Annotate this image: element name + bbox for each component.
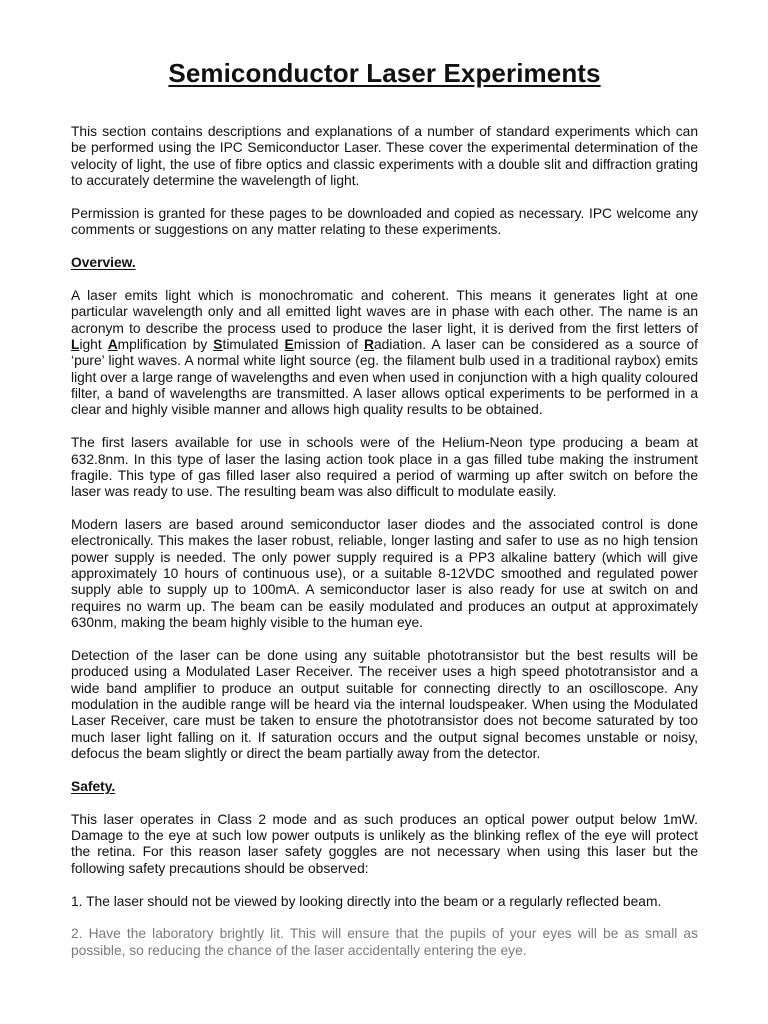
overview-text-after-acronym: A laser can be considered as a source of ‘pure’ light waves. A normal white light source (eg. the filament bulb used in a traditional raybox) emits light over a large range of wavelengths and even when used in conjunction with a high quality coloured filter, a band of wavelengths are transmitted. A laser allows optical experiments to be performed in a clear and highly visible manner and allows high quality results to be obtained. — [71, 336, 699, 418]
safety-paragraph-1: This laser operates in Class 2 mode and as such produces an optical power output below 1mW. Damage to the eye at such low power outputs is unlikely as the blinking reflex of the eye will protect the retina. For this reason laser safety goggles are not necessary when using this laser but the following safety precautions should be observed: — [71, 811, 698, 876]
overview-paragraph-2: The first lasers available for use in schools were of the Helium-Neon type producing a beam at 632.8nm. In this type of laser the lasing action took place in a gas filled tube making the instrument fragile. This type of gas filled laser also required a period of warming up after switch on before the laser was ready to use. The resulting beam was also difficult to modulate easily. — [71, 435, 698, 500]
acronym-letter-s: S — [213, 336, 223, 352]
page-title: Semiconductor Laser Experiments — [168, 58, 601, 88]
safety-item-1: 1. The laser should not be viewed by looking directly into the beam or a regularly reflected beam. — [71, 893, 662, 909]
acronym-letter-a: A — [107, 336, 118, 352]
acronym-word-rest: ight — [79, 336, 108, 352]
safety-heading: Safety. — [71, 778, 116, 794]
overview-heading: Overview. — [71, 255, 136, 271]
acronym-letter-r: R — [363, 336, 374, 352]
acronym-word-rest: timulated — [222, 336, 285, 352]
acronym-word-rest: mission of — [293, 336, 364, 352]
acronym-letter-e: E — [284, 336, 294, 352]
overview-paragraph-1 — [71, 288, 698, 419]
overview-paragraph-3: Modern lasers are based around semiconductor laser diodes and the associated control is done electronically. This makes the laser robust, reliable, longer lasting and safer to use as no high tension power supply is needed. The only power supply required is a PP3 alkaline battery (which will give approximately 10 hours of continuous use), or a suitable 8-12VDC smoothed and regulated power supply able to supply up to 100mA. A semiconductor laser is also ready for use at switch on and requires no warm up. The beam can be easily modulated and produces an output at approximately 630nm, making the beam highly visible to the human eye. — [71, 517, 698, 631]
safety-item-2: 2. Have the laboratory brightly lit. This will ensure that the pupils of your eyes will be as small as possible, so reducing the chance of the laser accidentally entering the eye. — [71, 926, 698, 958]
acronym-word-rest: adiation. — [373, 336, 427, 352]
overview-text-before-acronym: A laser emits light which is monochromatic and coherent. This means it generates light at one particular wavelength only and all emitted light waves are in phase with each other. The name is an acronym to describe the process used to produce the laser light, it is derived from the first letters of — [71, 287, 698, 336]
intro-paragraph-2: Permission is granted for these pages to be downloaded and copied as necessary. IPC welcome any comments or suggestions on any matter relating to these experiments. — [71, 205, 698, 238]
intro-paragraph-1: This section contains descriptions and explanations of a number of standard experiments which can be performed using the IPC Semiconductor Laser. These cover the experimental determination of the velocity of light, the use of fibre optics and classic experiments with a double slit and diffraction grating to accurately determine the wavelength of light. — [71, 124, 698, 189]
acronym-letter-l: L — [71, 336, 80, 352]
document-page — [71, 56, 698, 976]
acronym-word-rest: mplification by — [117, 336, 214, 352]
overview-paragraph-4: Detection of the laser can be done using any suitable phototransistor but the best results will be produced using a Modulated Laser Receiver. The receiver uses a high speed phototransistor and a wide band amplifier to produce an output suitable for connecting directly to an oscilloscope. Any modulation in the audible range will be heard via the internal loudspeaker. When using the Modulated Laser Receiver, care must be taken to ensure the phototransistor does not become saturated by too much laser light falling on it. If saturation occurs and the output signal becomes unstable or noisy, defocus the beam slightly or direct the beam partially away from the detector. — [71, 647, 698, 761]
